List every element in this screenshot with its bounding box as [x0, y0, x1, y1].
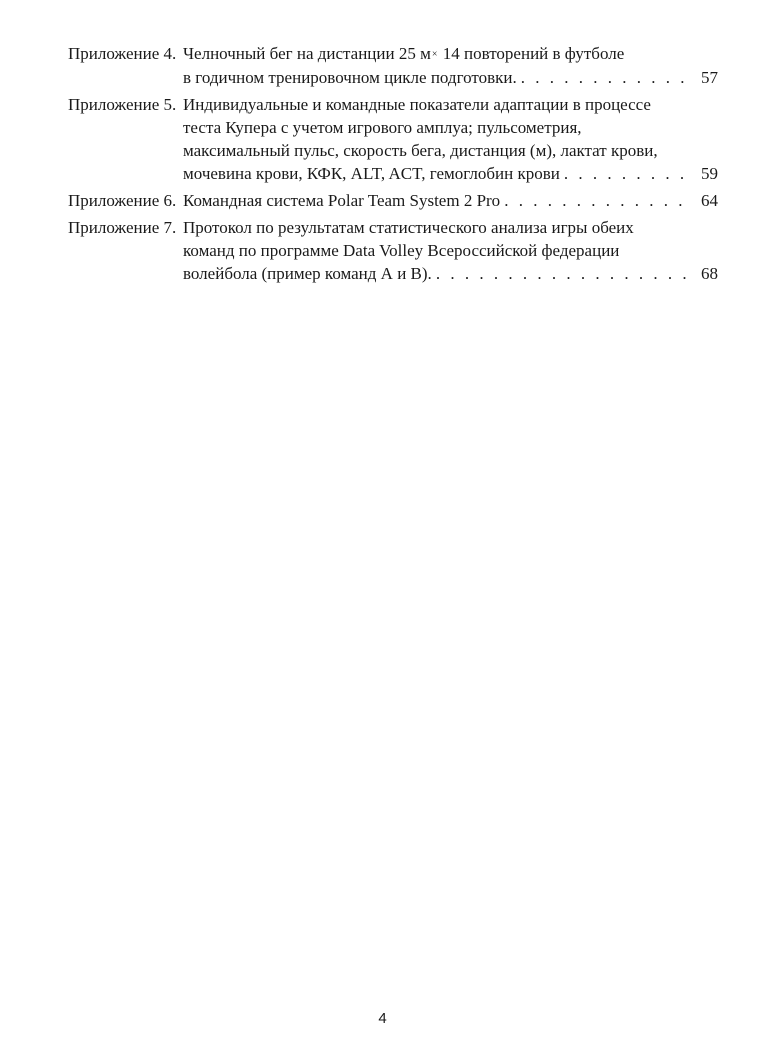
- toc-entry-appendix-5[interactable]: [68, 93, 718, 185]
- toc-entry-label: Приложение 7.: [68, 218, 177, 237]
- toc-entry-text: Командная система Polar Team System 2 Pro: [183, 191, 501, 210]
- toc-entry-last-line: [183, 262, 718, 285]
- toc-entry-text: в годичном тренировочном цикле подготовки.: [183, 68, 517, 87]
- page-number: 4: [378, 1010, 387, 1027]
- dot-leader: [436, 262, 690, 285]
- times-sign: ×: [431, 49, 438, 60]
- toc-entry-last-line: [183, 162, 718, 185]
- table-of-contents: [68, 42, 718, 289]
- toc-entry-label: Приложение 6.: [68, 191, 177, 210]
- toc-page-number: 59: [701, 164, 718, 183]
- dot-leader: [521, 66, 690, 89]
- toc-page-number: 64: [701, 191, 718, 210]
- toc-page-number: 68: [701, 264, 718, 283]
- toc-entry-appendix-7[interactable]: [68, 216, 718, 285]
- toc-entry-line: Индивидуальные и командные показатели адаптации в процессе: [183, 95, 651, 114]
- toc-entry-line: [183, 42, 718, 66]
- toc-entry-line: Протокол по результатам статистического анализа игры обеих: [183, 218, 634, 237]
- toc-entry-body: [183, 93, 718, 185]
- toc-entry-last-line: [183, 189, 718, 212]
- toc-entry-appendix-6[interactable]: [68, 189, 718, 212]
- toc-entry-body: [183, 42, 718, 89]
- toc-entry-body: [183, 216, 718, 285]
- toc-entry-text: мочевина крови, КФК, ALT, ACT, гемоглобин крови: [183, 164, 560, 183]
- toc-entry-appendix-4[interactable]: [68, 42, 718, 89]
- toc-entry-line: максимальный пульс, скорость бега, дистанция (м), лактат крови,: [183, 141, 658, 160]
- toc-page-number: 57: [701, 68, 718, 87]
- toc-entry-text: 14 повторений в футболе: [438, 44, 625, 63]
- dot-leader: [564, 162, 690, 185]
- toc-entry-last-line: [183, 66, 718, 89]
- toc-entry-line: теста Купера с учетом игрового амплуа; пульсометрия,: [183, 118, 582, 137]
- toc-entry-text: волейбола (пример команд А и В).: [183, 264, 432, 283]
- toc-entry-line: команд по программе Data Volley Всероссийской федерации: [183, 241, 620, 260]
- toc-entry-label: Приложение 4.: [68, 44, 177, 63]
- dot-leader: [504, 189, 690, 212]
- toc-entry-text: Челночный бег на дистанции 25 м: [183, 44, 431, 63]
- toc-entry-body: [183, 189, 718, 212]
- toc-entry-label: Приложение 5.: [68, 95, 177, 114]
